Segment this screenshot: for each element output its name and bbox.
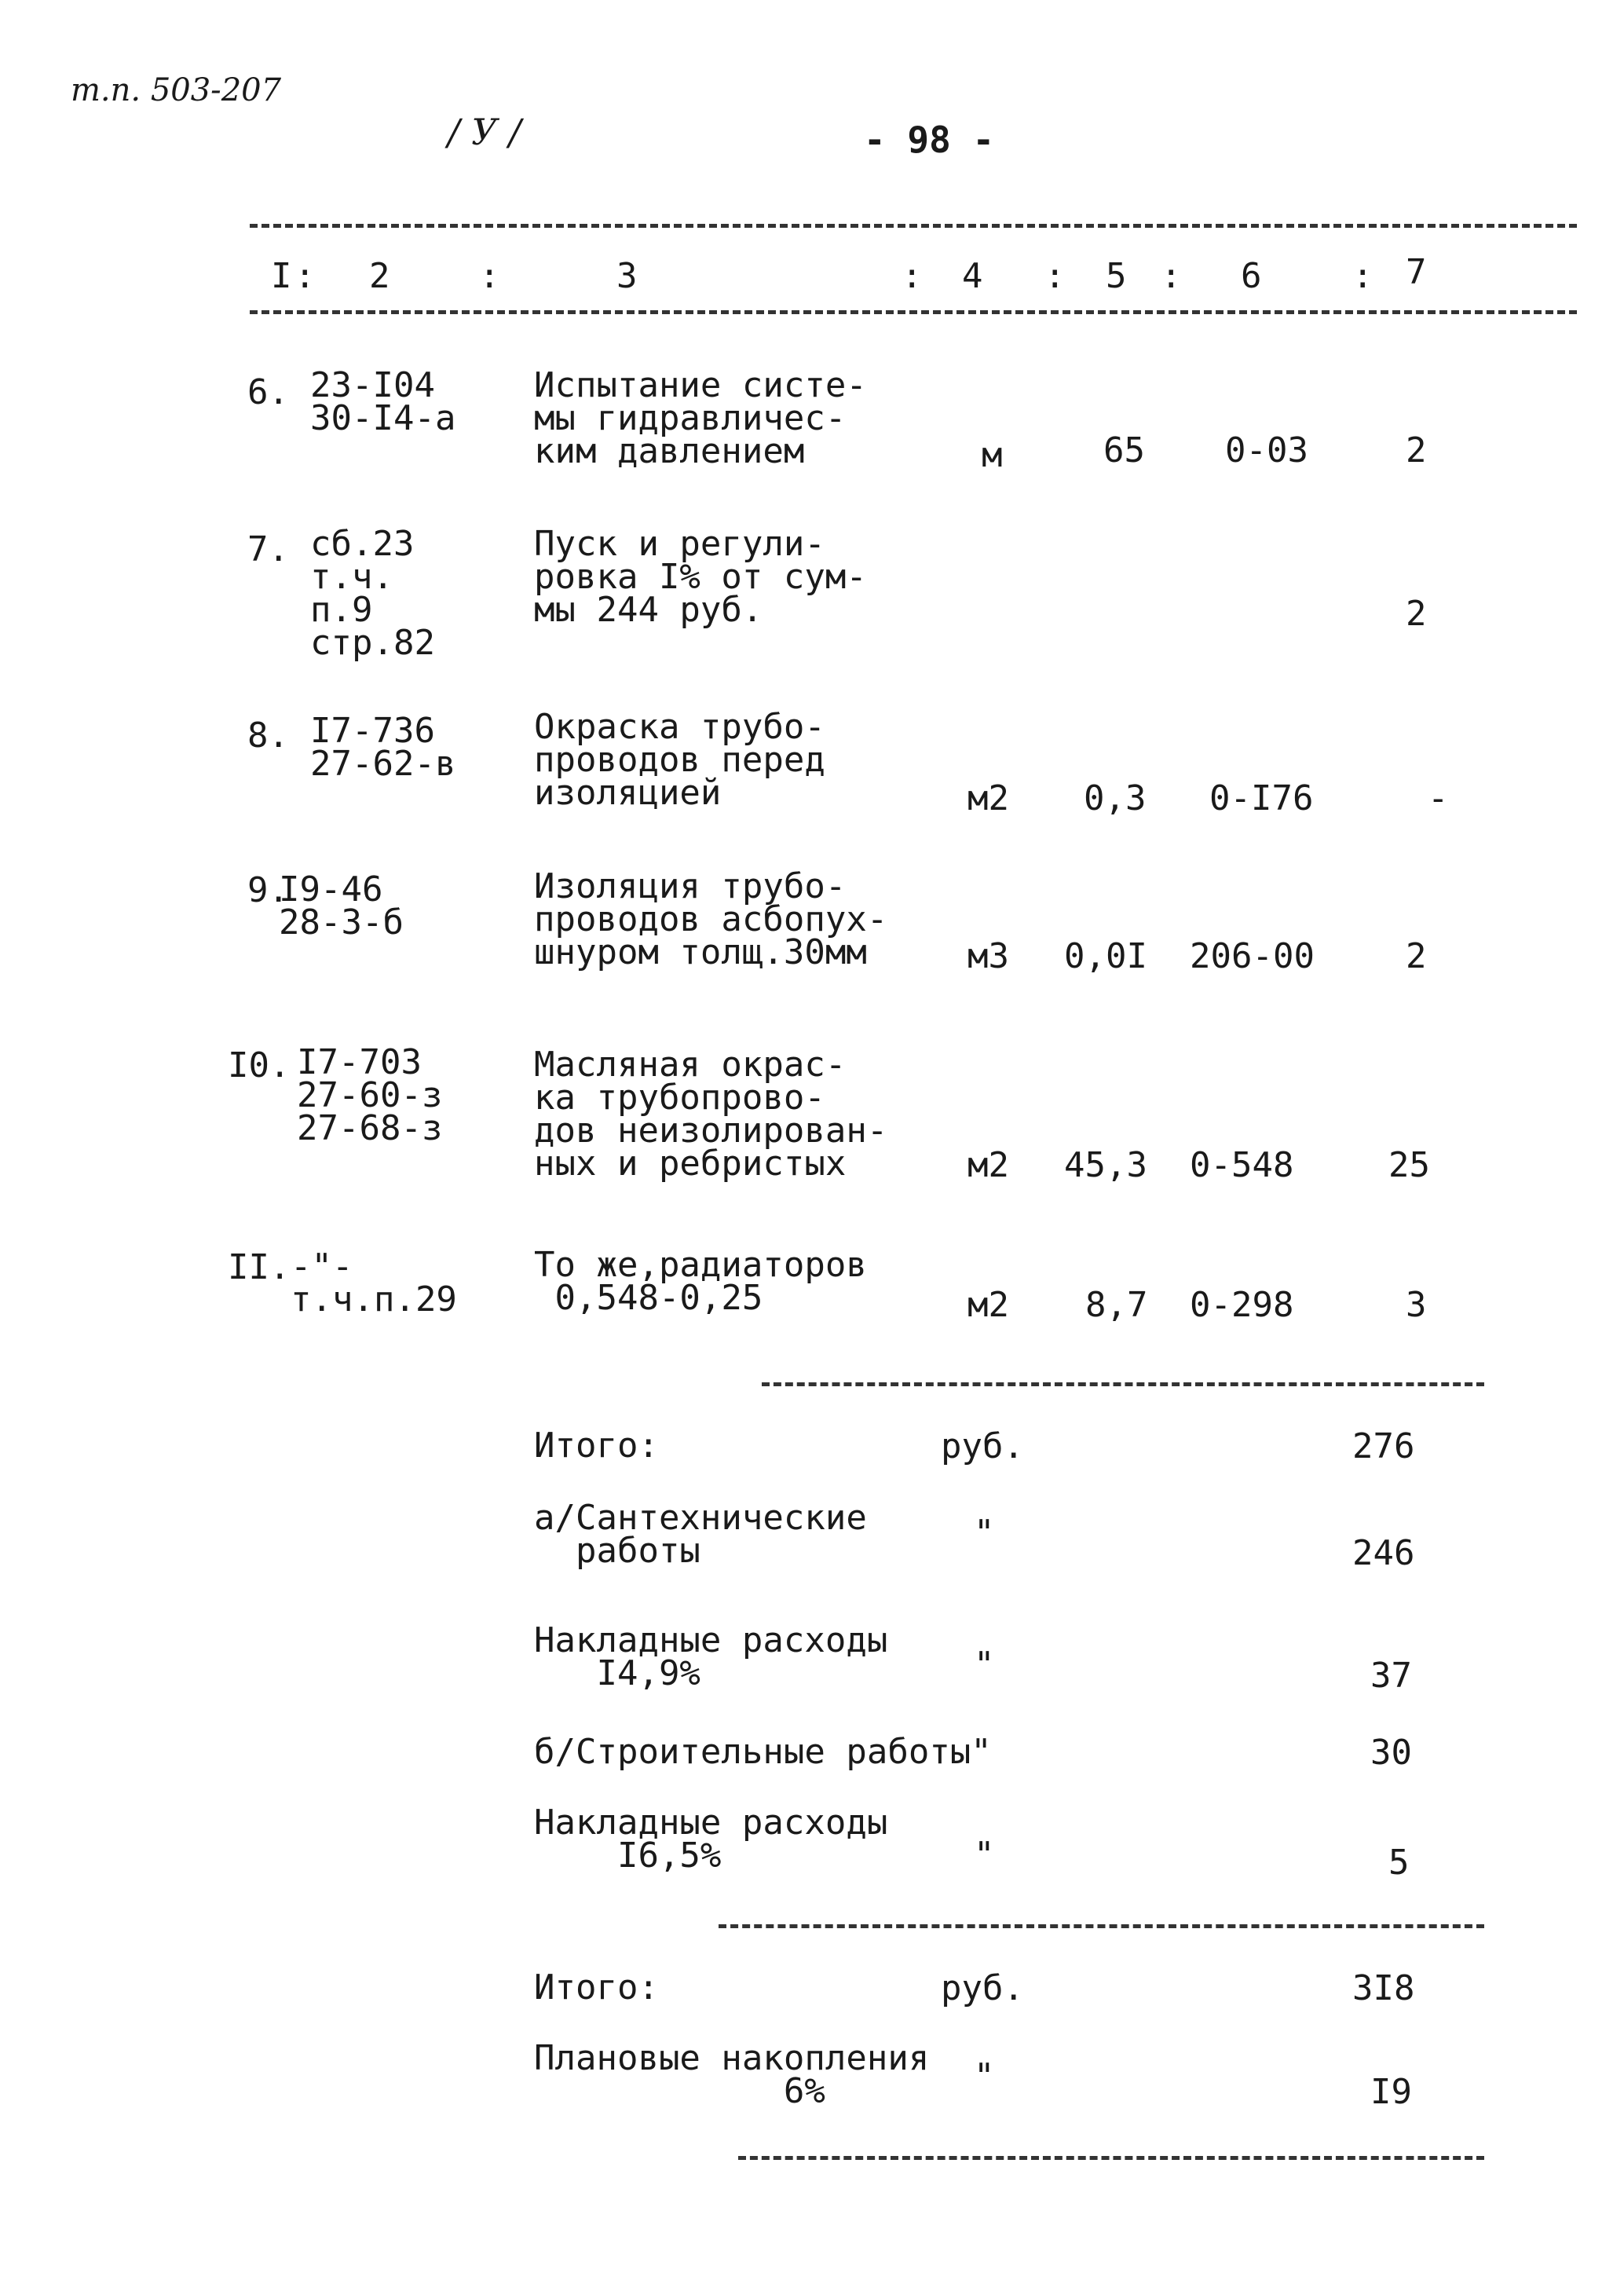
quantity: 65 xyxy=(1103,430,1145,470)
col-header-7: 7 xyxy=(1406,252,1427,292)
unit-price: 0-I76 xyxy=(1209,778,1314,818)
summary-label: б/Строительные работы" xyxy=(534,1732,992,1772)
unit: м xyxy=(982,435,1003,475)
total: 3 xyxy=(1406,1285,1427,1325)
header-top-rule xyxy=(250,224,1577,228)
total: - xyxy=(1428,778,1449,818)
section-rule xyxy=(719,1924,1484,1928)
summary-unit: руб. xyxy=(941,1426,1024,1466)
summary-label: Накладные расходы I4,9% xyxy=(534,1620,888,1693)
quantity: 8,7 xyxy=(1085,1285,1148,1325)
row-number: 8. xyxy=(247,716,289,756)
norm-code: I9-46 28-3-б xyxy=(279,869,404,943)
col-separator-3: : xyxy=(902,256,923,296)
work-description: Испытание систе- мы гидравличес- ким давлением xyxy=(534,365,867,471)
norm-code: I7-736 27-62-в xyxy=(310,711,456,784)
handwritten-reference: т.п. 503-207 xyxy=(71,72,282,108)
summary-label: а/Сантехнические работы xyxy=(534,1498,867,1571)
norm-code: -"- т.ч.п.29 xyxy=(291,1246,457,1320)
total: 2 xyxy=(1406,594,1427,634)
norm-code: 23-I04 30-I4-а xyxy=(310,365,456,438)
summary-label: Плановые накопления 6% xyxy=(534,2038,930,2111)
norm-code: I7-703 27-60-з 27-68-з xyxy=(297,1042,443,1148)
summary-label: Накладные расходы I6,5% xyxy=(534,1803,888,1876)
quantity: 45,3 xyxy=(1064,1145,1147,1185)
col-separator-6: : xyxy=(1352,256,1373,296)
col-separator-1: : xyxy=(294,256,316,296)
quantity: 0,3 xyxy=(1084,778,1147,818)
col-separator-4: : xyxy=(1044,256,1066,296)
total: 2 xyxy=(1406,936,1427,976)
work-description: Окраска трубо- проводов перед изоляцией xyxy=(534,707,825,813)
col-header-3: 3 xyxy=(616,256,638,296)
quantity: 0,0I xyxy=(1064,936,1147,976)
total: 2 xyxy=(1406,430,1427,470)
unit: м2 xyxy=(967,1145,1009,1185)
page-number: - 98 - xyxy=(864,119,995,161)
summary-value: 3I8 xyxy=(1352,1968,1415,2008)
summary-unit: " xyxy=(974,1513,995,1553)
norm-code: сб.23 т.ч. п.9 стр.82 xyxy=(310,524,435,663)
total: 25 xyxy=(1388,1145,1430,1185)
section-rule xyxy=(738,2156,1484,2160)
summary-value: 276 xyxy=(1352,1426,1415,1466)
row-number: II. xyxy=(228,1247,291,1287)
unit-price: 0-298 xyxy=(1190,1285,1294,1325)
row-number: 9. xyxy=(247,870,289,910)
unit: м2 xyxy=(967,1285,1009,1325)
summary-label: Итого: xyxy=(534,1967,659,2008)
col-header-6: 6 xyxy=(1241,256,1262,296)
summary-unit: руб. xyxy=(941,1968,1024,2008)
col-separator-5: : xyxy=(1161,256,1182,296)
section-mark: / У / xyxy=(448,111,521,153)
summary-unit: " xyxy=(974,2056,995,2096)
row-number: I0. xyxy=(228,1045,291,1085)
summary-unit: " xyxy=(974,1835,995,1875)
unit-price: 206-00 xyxy=(1190,936,1315,976)
work-description: Пуск и регули- ровка I% от сум- мы 244 руб. xyxy=(534,524,867,630)
col-header-5: 5 xyxy=(1106,256,1127,296)
col-header-4: 4 xyxy=(962,256,983,296)
unit: м3 xyxy=(967,936,1009,976)
work-description: Масляная окрас- ка трубопрово- дов неизолирован- ных и ребристых xyxy=(534,1045,888,1184)
summary-unit: " xyxy=(974,1645,995,1685)
summary-value: 246 xyxy=(1352,1533,1415,1573)
unit: м2 xyxy=(967,778,1009,818)
summary-value: 30 xyxy=(1370,1733,1412,1773)
summary-value: 5 xyxy=(1388,1843,1410,1883)
summary-label: Итого: xyxy=(534,1426,659,1466)
work-description: То же,радиаторов 0,548-0,25 xyxy=(534,1245,867,1318)
col-separator-2: : xyxy=(479,256,500,296)
section-rule xyxy=(762,1382,1484,1386)
summary-value: 37 xyxy=(1370,1656,1412,1696)
row-number: 7. xyxy=(247,529,289,569)
summary-value: I9 xyxy=(1370,2072,1412,2112)
row-number: 6. xyxy=(247,372,289,412)
unit-price: 0-03 xyxy=(1225,430,1308,470)
col-header-2: 2 xyxy=(369,256,390,296)
work-description: Изоляция трубо- проводов асбопух- шнуром толщ.30мм xyxy=(534,866,888,972)
unit-price: 0-548 xyxy=(1190,1145,1294,1185)
header-bottom-rule xyxy=(250,310,1577,314)
col-header-1: I xyxy=(271,256,292,296)
